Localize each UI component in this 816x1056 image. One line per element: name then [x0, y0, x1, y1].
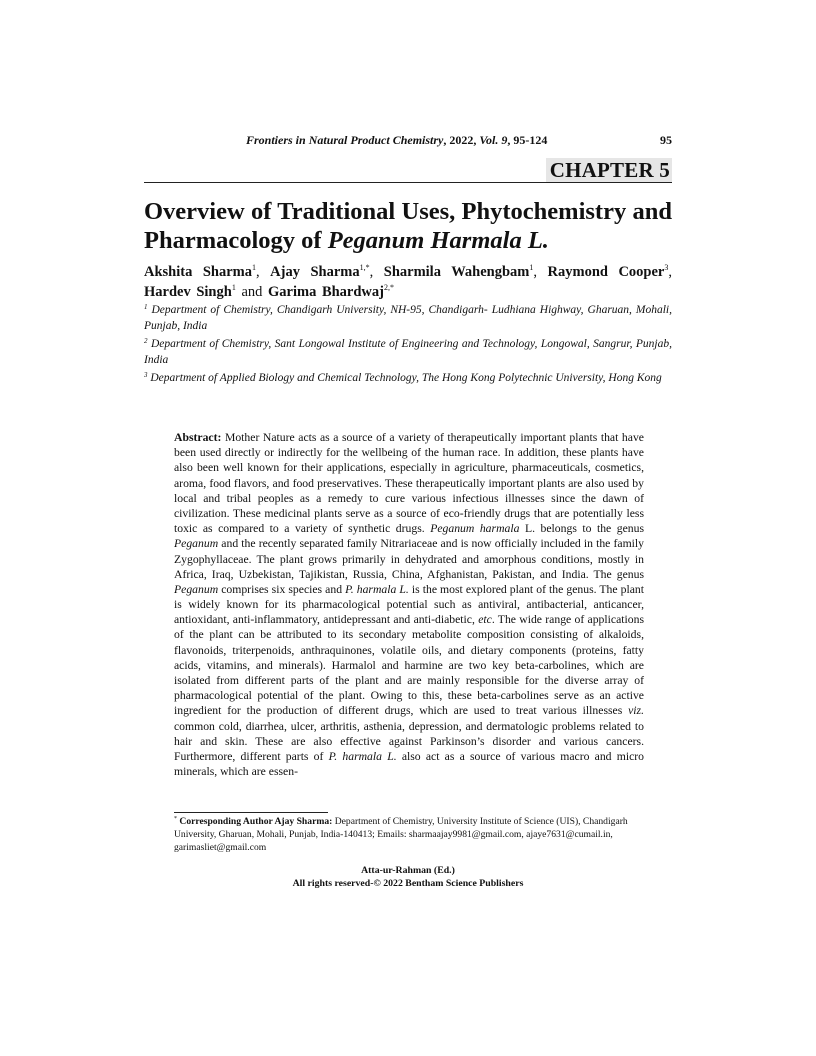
- affiliation-text: Department of Chemistry, Chandigarh University, NH-95, Chandigarh- Ludhiana Highway, Gharuan, Mohali, Punjab, India: [144, 304, 672, 332]
- abstract-text: and the recently separated family Nitrariaceae and is now officially included in the family Zygophyllaceae. The plant grows primarily in dehydrated and amorphous conditions, mostly in Africa, Iraq, Uzbekistan, Tajikistan, Russia, China, Afghanistan, Pakistan, and India. The genus: [174, 537, 644, 581]
- abstract-italic: Peganum harmala: [430, 522, 520, 536]
- abstract-italic: P. harmala L.: [328, 749, 397, 763]
- author-affiliation-mark: 1,*: [359, 263, 370, 272]
- footnote-mark: *: [174, 816, 177, 822]
- editor-line: Atta-ur-Rahman (Ed.): [361, 865, 455, 876]
- author-name: Ajay Sharma: [270, 264, 360, 280]
- affiliation-number: 2: [144, 337, 148, 345]
- abstract-text: L. belongs to the genus: [519, 522, 644, 536]
- author-separator: and: [235, 284, 268, 300]
- affiliation-text: Department of Applied Biology and Chemical Technology, The Hong Kong Polytechnic University, Hong Kong: [150, 372, 662, 384]
- abstract-text: comprises six species and: [218, 582, 346, 596]
- corresponding-author-footnote: [174, 815, 644, 854]
- abstract-text: common cold, diarrhea, ulcer, arthritis, asthenia, depression, and dermatologic problems related to hair and skin. These are also effective against Parkinson’s disorder and various cancers. Furthermore, different parts of: [174, 719, 644, 763]
- affiliation-item: [144, 371, 672, 387]
- affiliation-item: [144, 337, 672, 368]
- affiliation-number: 1: [144, 303, 148, 311]
- chapter-divider: [144, 182, 672, 183]
- abstract-text: Mother Nature acts as a source of a variety of therapeutically important plants that have been used directly or indirectly for the wellbeing of the human race. In addition, these plants have also been well known for their applications, especially in agriculture, pharmaceuticals, cosmetics, aroma, food flavors, and food preservatives. These therapeutically important plants are also used by local and tribal peoples as a remedy to cure various infectious illnesses since the dawn of civilization. These medicinal plants serve as a source of eco-friendly drugs that are potentially less toxic as compared to a variety of synthetic drugs.: [174, 431, 644, 536]
- author-name: Hardev Singh: [144, 284, 232, 300]
- abstract-label: Abstract:: [174, 431, 222, 444]
- abstract-italic: Peganum: [174, 537, 219, 551]
- affiliation-number: 3: [144, 371, 148, 379]
- affiliation-text: Department of Chemistry, Sant Longowal Institute of Engineering and Technology, Longowal, Sangrur, Punjab, India: [144, 338, 672, 366]
- chapter-title: [144, 197, 672, 255]
- author-separator: ,: [668, 264, 672, 280]
- journal-pages: , 95-124: [507, 133, 548, 147]
- author-affiliation-mark: 1: [529, 263, 534, 272]
- page-number: 95: [660, 133, 672, 147]
- author-name: Garima Bhardwaj: [268, 284, 384, 300]
- abstract-text: . The wide range of applications of the plant can be attributed to its secondary metabolite composition consisting of alkaloids, flavonoids, triterpenoids, anthraquinones, volatile oils, and dietary components (proteins, fatty acids, vitamins, and minerals). Harmalol and harmine are two key beta-carbolines, which are isolated from different parts of the plant and are mainly responsible for the diverse array of pharmacological potential of the plant. Owing to this, these beta-carbolines serve as an active ingredient for the production of different drugs, which are used to treat various illnesses: [174, 613, 644, 718]
- affiliation-item: [144, 303, 672, 334]
- abstract-italic: P. harmala L.: [345, 582, 409, 596]
- chapter-label: CHAPTER 5: [546, 158, 672, 182]
- affiliations: [144, 303, 672, 390]
- author-affiliation-mark: 1: [231, 283, 236, 292]
- publisher-block: [144, 864, 672, 890]
- journal-volume: Vol. 9: [479, 133, 508, 147]
- author-name: Raymond Cooper: [547, 264, 665, 280]
- abstract-text: is the most explored plant of the genus. The plant is widely known for its pharmacological potential such as antiviral, antibacterial, anticancer, antioxidant, anti-inflammatory, antidepressant and anti-diabetic,: [174, 582, 644, 627]
- author-affiliation-mark: 1: [252, 263, 257, 272]
- paper-page: [144, 0, 672, 1056]
- author-name: Sharmila Wahengbam: [383, 264, 530, 280]
- abstract-text: also act as a source of various macro and micro minerals, which are essen-: [174, 749, 644, 779]
- author-affiliation-mark: 3: [664, 263, 669, 272]
- author-separator: ,: [256, 264, 271, 280]
- journal-year: , 2022,: [443, 133, 480, 147]
- abstract: [174, 430, 644, 779]
- author-separator: ,: [369, 264, 384, 280]
- journal-name: Frontiers in Natural Product Chemistry: [246, 133, 444, 147]
- author-separator: ,: [533, 264, 548, 280]
- abstract-italic: etc: [478, 613, 492, 627]
- rights-line: All rights reserved-© 2022 Bentham Science Publishers: [292, 878, 524, 889]
- author-name: Akshita Sharma: [144, 264, 253, 280]
- title-text: Overview of Traditional Uses, Phytochemistry and Pharmacology of: [144, 198, 672, 254]
- title-species: Peganum Harmala L.: [327, 227, 549, 254]
- journal-citation: [246, 133, 547, 148]
- footnote-divider: [174, 812, 328, 813]
- abstract-italic: viz.: [628, 704, 644, 718]
- author-list: [144, 262, 672, 302]
- footnote-text: Department of Chemistry, University Institute of Science (UIS), Chandigarh University, Gharuan, Mohali, Punjab, India-140413; Emails: sharmaajay9981@gmail.com, ajaye7631@cumail.in, garimasliet@gmail.com: [174, 816, 628, 853]
- abstract-italic: Peganum: [174, 582, 219, 596]
- footnote-label: Corresponding Author Ajay Sharma:: [179, 816, 333, 827]
- author-affiliation-mark: 2,*: [383, 283, 394, 292]
